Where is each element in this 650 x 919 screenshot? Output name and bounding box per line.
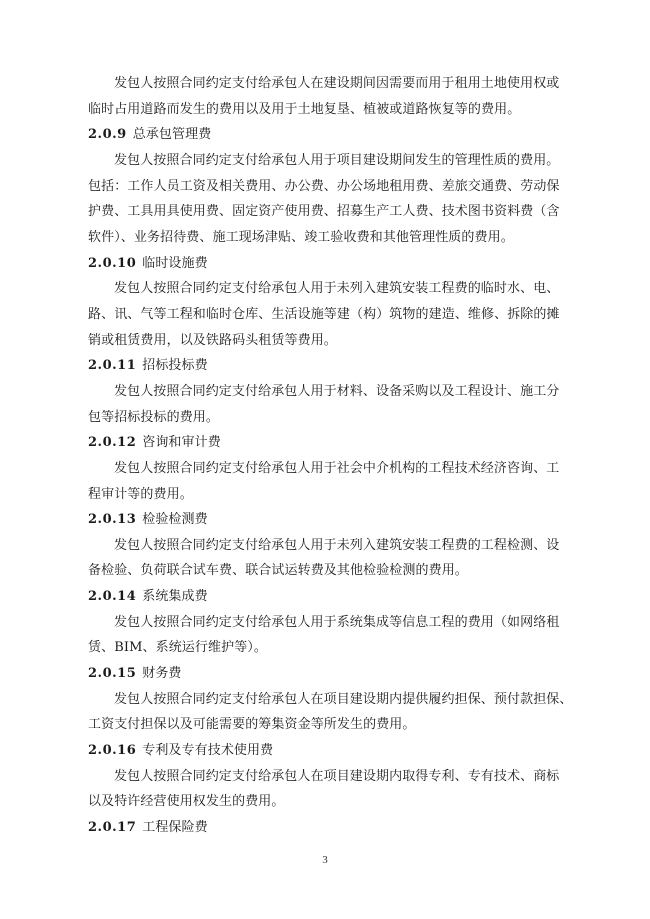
paragraph-line: 销或租赁费用，以及铁路码头租赁等费用。	[88, 332, 337, 348]
section-heading	[88, 430, 562, 456]
section-2-0-16	[88, 738, 562, 815]
section-heading	[88, 584, 562, 610]
paragraph-line: 发包人按照合同约定支付给承包人用于项目建设期间发生的管理性质的费用。	[114, 152, 560, 168]
page-content	[88, 71, 573, 841]
section-title: 系统集成费	[142, 589, 208, 605]
section-number: 2.0.16	[88, 743, 137, 759]
section-2-0-13	[88, 507, 562, 584]
section-heading	[88, 815, 562, 841]
section-number: 2.0.17	[88, 820, 137, 836]
paragraph-line: 赁、BIM、系统运行维护等）。	[88, 640, 267, 656]
section-title: 总承包管理费	[132, 127, 212, 143]
section-title: 财务费	[142, 666, 182, 682]
paragraph-line: 备检验、负荷联合试车费、联合试运转费及其他检验检测的费用。	[88, 563, 468, 579]
section-2-0-12	[88, 430, 562, 507]
section-title: 检验检测费	[142, 512, 208, 528]
section-number: 2.0.10	[88, 255, 137, 271]
paragraph-line: 发包人按照合同约定支付给承包人用于未列入建筑安装工程费的临时水、电、	[114, 281, 560, 297]
paragraph-line: 包括：工作人员工资及相关费用、办公费、办公场地租用费、差旅交通费、劳动保	[88, 178, 560, 194]
section-title: 咨询和审计费	[142, 435, 221, 451]
section-number: 2.0.13	[88, 512, 137, 528]
paragraph-line: 临时占用道路而发生的费用以及用于土地复垦、植被或道路恢复等的费用。	[88, 101, 521, 117]
section-title: 招标投标费	[142, 358, 208, 374]
paragraph-line: 护费、工具用具使用费、固定资产使用费、招募生产工人费、技术图书资料费（含	[88, 204, 560, 220]
section-2-0-9	[88, 122, 562, 250]
paragraph-line: 以及特许经营使用权发生的费用。	[88, 794, 285, 810]
section-heading	[88, 122, 562, 148]
section-2-0-17	[88, 815, 562, 841]
paragraph-line: 工资支付担保以及可能需要的筹集资金等所发生的费用。	[88, 717, 416, 733]
section-2-0-15	[88, 661, 573, 738]
paragraph-line: 软件）、业务招待费、施工现场津贴、竣工验收费和其他管理性质的费用。	[88, 229, 514, 245]
paragraph-line: 发包人按照合同约定支付给承包人在项目建设期内提供履约担保、预付款担保、	[114, 691, 573, 707]
paragraph-line: 发包人按照合同约定支付给承包人用于系统集成等信息工程的费用（如网络租	[114, 614, 560, 630]
section-number: 2.0.15	[88, 666, 137, 682]
paragraph-line: 程审计等的费用。	[88, 486, 193, 502]
paragraph-line: 包等招标投标的费用。	[88, 409, 220, 425]
section-heading	[88, 738, 562, 764]
section-title: 工程保险费	[142, 820, 208, 836]
section-number: 2.0.14	[88, 589, 137, 605]
section-heading	[88, 353, 562, 379]
section-title: 专利及专有技术使用费	[142, 743, 274, 759]
page-number: 3	[322, 854, 328, 866]
section-heading	[88, 661, 562, 687]
section-2-0-14	[88, 584, 562, 661]
paragraph-line: 发包人按照合同约定支付给承包人用于未列入建筑安装工程费的工程检测、设	[114, 537, 560, 553]
section-2-0-11	[88, 353, 562, 430]
paragraph-line: 发包人按照合同约定支付给承包人用于社会中介机构的工程技术经济咨询、工	[114, 460, 560, 476]
section-number: 2.0.12	[88, 435, 137, 451]
section-title: 临时设施费	[142, 255, 208, 271]
section-number: 2.0.9	[88, 127, 127, 143]
intro-paragraph	[88, 71, 562, 122]
section-heading	[88, 507, 562, 533]
section-number: 2.0.11	[88, 358, 137, 374]
paragraph-line: 发包人按照合同约定支付给承包人在项目建设期内取得专利、专有技术、商标	[114, 768, 560, 784]
paragraph-line: 路、讯、气等工程和临时仓库、生活设施等建（构）筑物的建造、维修、拆除的摊	[88, 306, 560, 322]
section-2-0-10	[88, 251, 562, 354]
section-heading	[88, 251, 562, 277]
paragraph-line: 发包人按照合同约定支付给承包人在建设期间因需要而用于租用土地使用权或	[114, 76, 560, 91]
paragraph-line: 发包人按照合同约定支付给承包人用于材料、设备采购以及工程设计、施工分	[114, 383, 560, 399]
